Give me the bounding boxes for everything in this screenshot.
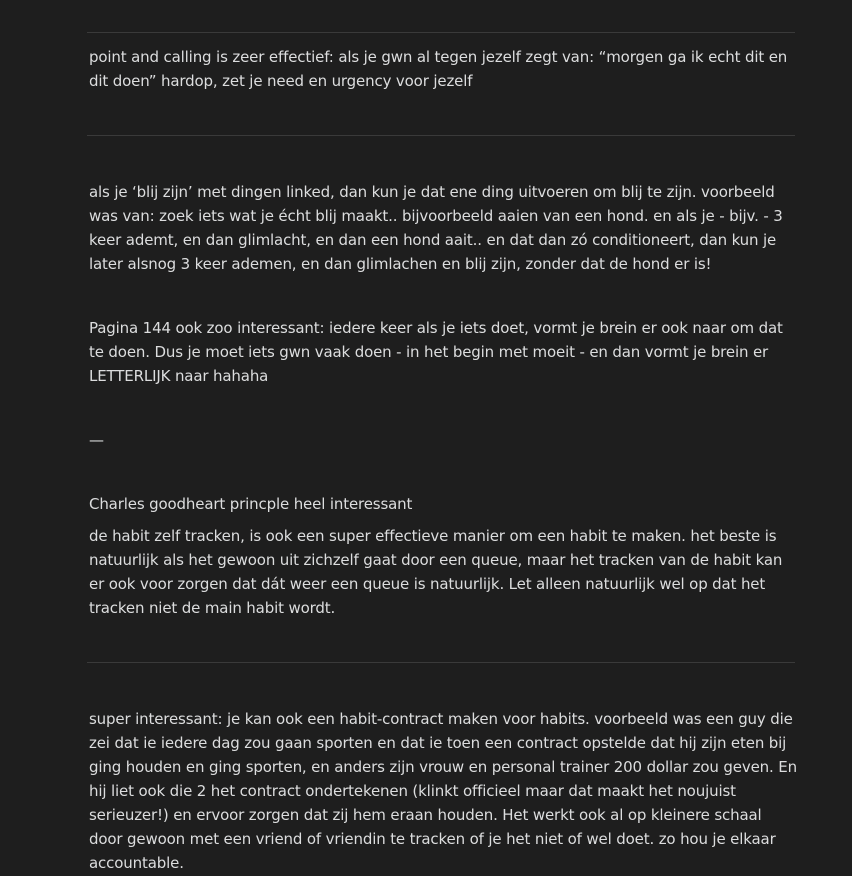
paragraph-habit-tracken: de habit zelf tracken, is ook een super effectieve manier om een habit te maken. het beste is natuurlijk als het gewoon uit zichzelf gaat door een queue, maar het tracken van de habit kan er ook voor zorgen dat dát weer een queue is natuurlijk. Let alleen natuurlijk wel op dat het tracken niet de main habit wordt.: [89, 527, 783, 617]
horizontal-rule: [87, 32, 795, 33]
dash-separator: —: [89, 431, 104, 449]
paragraph-point-and-calling: point and calling is zeer effectief: als je gwn al tegen jezelf zegt van: “morgen ga ik echt dit en dit doen” hardop, zet je need en urgency voor jezelf: [89, 48, 788, 90]
paragraph-goodheart-principle: Charles goodheart princple heel interessant: [89, 495, 413, 513]
paragraph-habit-contract: super interessant: je kan ook een habit-contract maken voor habits. voorbeeld was een guy die zei dat ie iedere dag zou gaan sporten en dat ie toen een contract opstelde dat hij zijn eten bij ging houden en ging sporten, en anders zijn vrouw en personal trainer 200 dollar zou geven. En hij liet ook die 2 het contract ondertekenen (klinkt officieel maar dat maakt het noujuist serieuzer!) en ervoor zorgen dat zij hem eraan houden. Het werkt ook al op kleinere schaal door gewoon met een vriend of vriendin te tracken of je het niet of wel doet. zo hou je elkaar accountable.: [89, 710, 797, 872]
paragraph-blij-zijn: als je ‘blij zijn’ met dingen linked, dan kun je dat ene ding uitvoeren om blij te zijn. voorbeeld was van: zoek iets wat je écht blij maakt.. bijvoorbeeld aaien van een hond. en als je - bijv. - 3 keer ademt, en dan glimlacht, en dan een hond aait.. en dat dan zó conditioneert, dan kun je later alsnog 3 keer ademen, en dan glimlachen en blij zijn, zonder dat de hond er is!: [89, 183, 783, 273]
horizontal-rule: [87, 662, 795, 663]
horizontal-rule: [87, 135, 795, 136]
paragraph-pagina-144: Pagina 144 ook zoo interessant: iedere keer als je iets doet, vormt je brein er ook naar om dat te doen. Dus je moet iets gwn vaak doen - in het begin met moeit - en dan vormt je brein er LETTERLIJK naar hahaha: [89, 319, 783, 385]
